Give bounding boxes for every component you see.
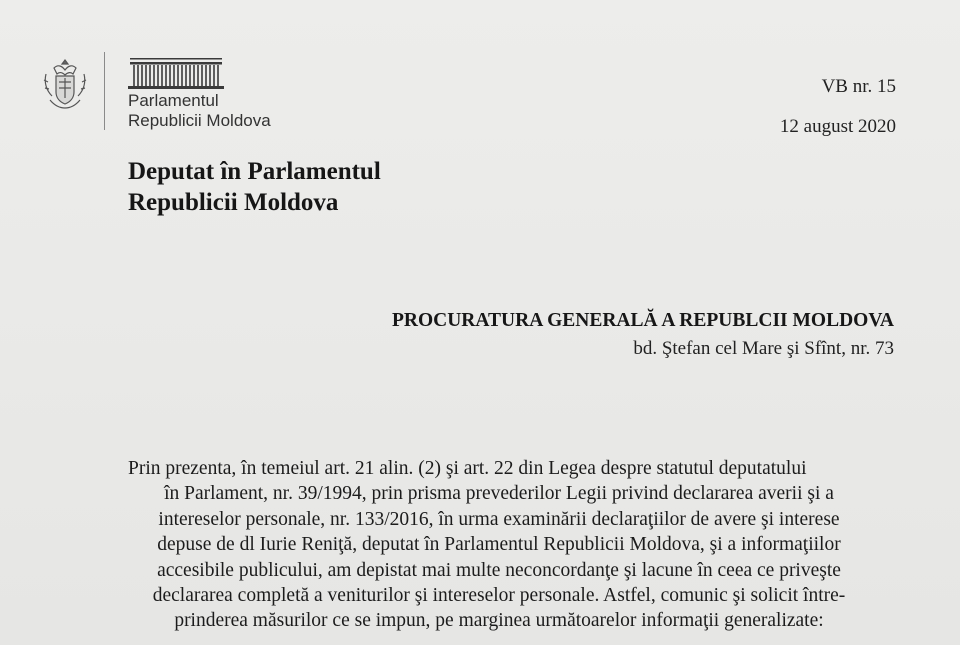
document-title: [128, 156, 381, 218]
body-line: intereselor personale, nr. 133/2016, în urma examinării declaraţiilor de avere şi interese: [158, 508, 840, 530]
addressee-address: bd. Ştefan cel Mare şi Sfînt, nr. 73: [633, 338, 894, 359]
org-name-line1: Parlamentul: [128, 91, 219, 110]
body-line: accesibile publicului, am depistat mai multe neconcordanţe şi lacune în ceea ce priveşte: [157, 559, 841, 581]
body-paragraph: [104, 456, 894, 634]
body-line: declararea completă a veniturilor şi intereselor personale. Astfel, comunic şi solicit între-: [152, 585, 846, 607]
org-name-line2: Republicii Moldova: [128, 111, 271, 130]
body-line: Prin prezenta, în temeiul art. 21 alin. (2) şi art. 22 din Legea despre statutul deputatului: [128, 458, 807, 479]
moldova-coat-of-arms-icon: [40, 56, 90, 114]
document-date: 12 august 2020: [779, 116, 896, 137]
parliament-building-icon: [128, 56, 224, 90]
title-line1: Deputat în Parlamentul: [128, 158, 381, 185]
organization-name: [128, 91, 271, 131]
body-line: în Parlament, nr. 39/1994, prin prisma prevederilor Legii privind declararea averii şi a: [164, 483, 834, 505]
body-line: depuse de dl Iurie Reniţă, deputat în Parlamentul Republicii Moldova, şi a informaţiilor: [157, 534, 841, 556]
reference-number: VB nr. 15: [821, 76, 896, 97]
header-divider: [104, 52, 105, 130]
title-line2: Republicii Moldova: [128, 189, 339, 216]
addressee-name: PROCURATURA GENERALĂ A REPUBLCII MOLDOVA: [391, 310, 894, 331]
body-line: prinderea măsurilor ce se impun, pe marginea următoarelor informaţii generalizate:: [174, 610, 824, 632]
